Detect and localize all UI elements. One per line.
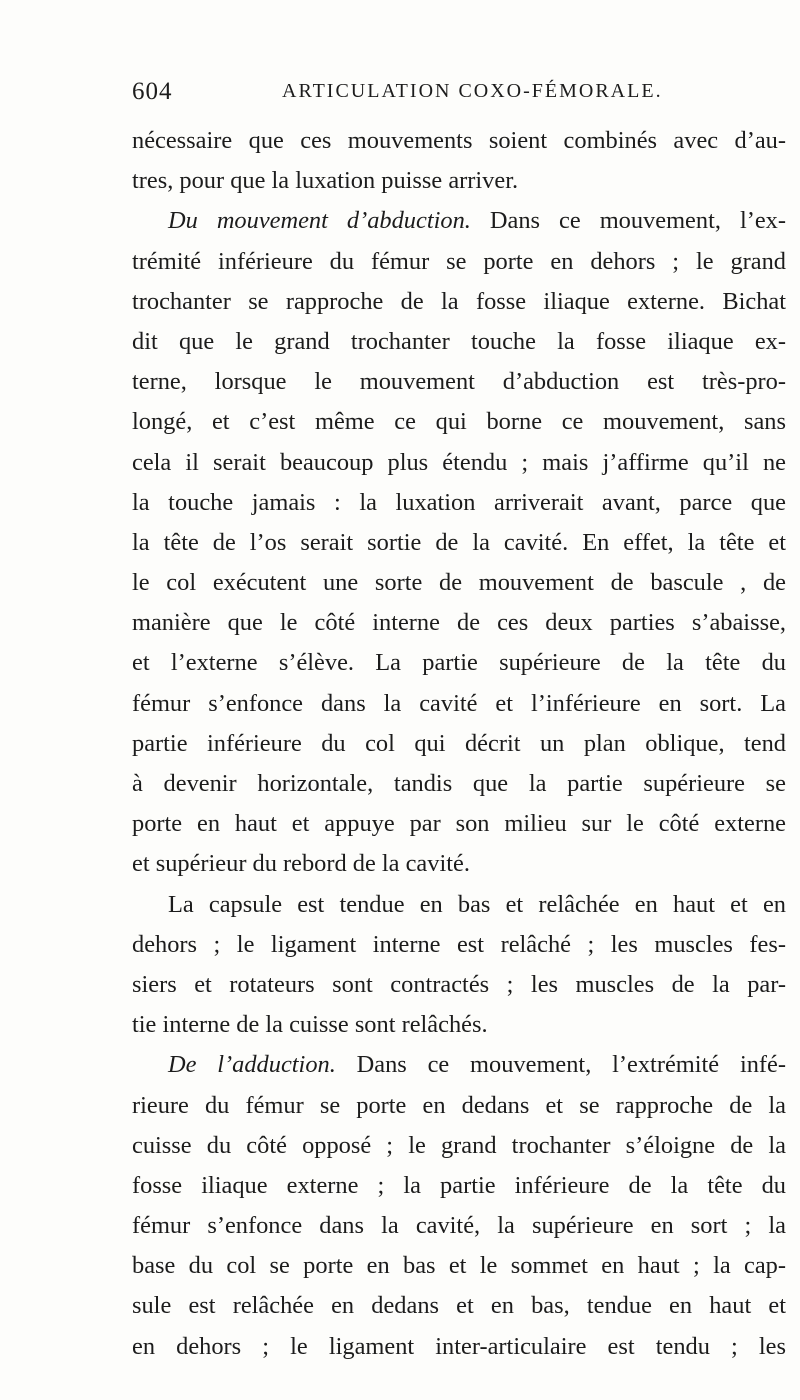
section-heading-abduction: Du mouvement d’abduction. [168, 207, 471, 235]
text-line: terne, lorsque le mouvement d’abduction est très-pro- [132, 368, 786, 396]
text-line: trémité inférieure du fémur se porte en dehors ; le grand [132, 247, 786, 275]
text-line: fémur s’enfonce dans la cavité, la supérieure en sort ; la [132, 1212, 786, 1240]
text-line: dit que le grand trochanter touche la fosse iliaque ex- [132, 327, 786, 355]
text-line: et supérieur du rebord de la cavité. [132, 850, 470, 878]
running-head: ARTICULATION COXO-FÉMORALE. [282, 80, 663, 102]
text-line: tie interne de la cuisse sont relâchés. [132, 1011, 488, 1039]
text-line: le col exécutent une sorte de mouvement de bascule , de [132, 569, 786, 597]
text-line: trochanter se rapproche de la fosse iliaque externe. Bichat [132, 287, 786, 315]
text-line: la tête de l’os serait sortie de la cavité. En effet, la tête et [132, 528, 786, 556]
text-line: et l’externe s’élève. La partie supérieure de la tête du [132, 649, 786, 677]
text-line: fosse iliaque externe ; la partie inférieure de la tête du [132, 1171, 786, 1199]
text-line: partie inférieure du col qui décrit un plan oblique, tend [132, 729, 786, 757]
text-line: sule est relâchée en dedans et en bas, tendue en haut et [132, 1292, 786, 1320]
text-line: cela il serait beaucoup plus étendu ; mais j’affirme qu’il ne [132, 448, 786, 476]
text-line: porte en haut et appuye par son milieu sur le côté externe [132, 810, 786, 838]
text-line: cuisse du côté opposé ; le grand trochanter s’éloigne de la [132, 1131, 786, 1159]
text-fragment: Dans ce mouvement, l’extrémité infé- [335, 1051, 786, 1079]
text-line: longé, et c’est même ce qui borne ce mouvement, sans [132, 408, 786, 436]
text-line: base du col se porte en bas et le sommet en haut ; la cap- [132, 1252, 786, 1280]
text-line: rieure du fémur se porte en dedans et se rapproche de la [132, 1091, 786, 1119]
text-line [132, 201, 786, 241]
text-line: siers et rotateurs sont contractés ; les muscles de la par- [132, 970, 786, 998]
text-line: tres, pour que la luxation puisse arriver. [132, 167, 519, 195]
text-fragment: Dans ce mouvement, l’ex- [470, 207, 786, 235]
section-heading-adduction: De l’adduction. [168, 1051, 336, 1079]
page-header [132, 78, 720, 118]
text-line: la touche jamais : la luxation arriverait avant, parce que [132, 488, 786, 516]
text-line [132, 1045, 786, 1085]
text-line: à devenir horizontale, tandis que la partie supérieure se [132, 770, 786, 797]
text-line: fémur s’enfonce dans la cavité et l’inférieure en sort. La [132, 689, 786, 717]
text-line: manière que le côté interne de ces deux parties s’abaisse, [132, 609, 786, 637]
text-line: dehors ; le ligament interne est relâché ; les muscles fes- [132, 930, 786, 958]
text-line: en dehors ; le ligament inter-articulaire est tendu ; les [132, 1332, 786, 1360]
text-line: nécessaire que ces mouvements soient combinés avec d’au- [132, 127, 786, 154]
page-number: 604 [132, 78, 173, 105]
body-text [132, 121, 786, 1367]
text-line: La capsule est tendue en bas et relâchée en haut et en [168, 890, 786, 918]
